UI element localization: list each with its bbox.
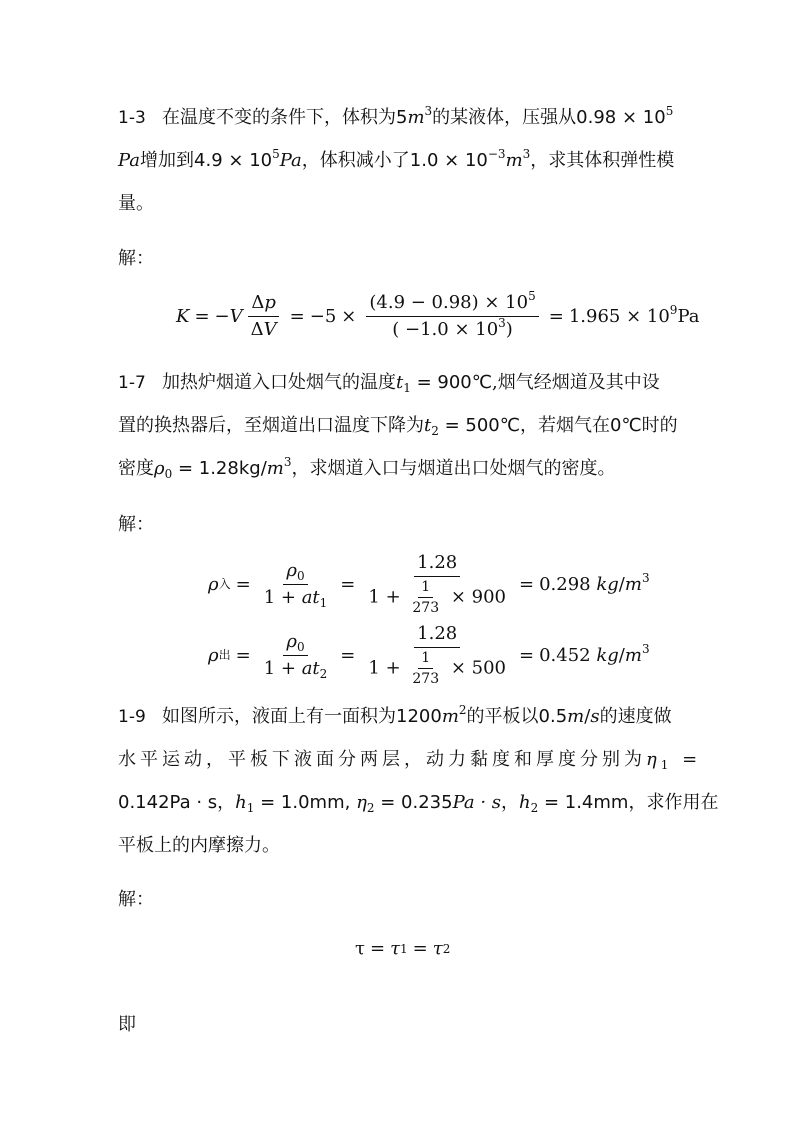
problem-1-7-line-1: 1-7 加热炉烟道入口处烟气的温度$t_1$ = 900℃,烟气经烟道及其中设 [118, 372, 660, 395]
formula-density-outlet: ρ 出 = $\frac{\rho_0}{1 + at_2}$ = 1.28 1 + $\frac{1}{273}$ × 500 = 0.452 $kg/m^3$ [208, 623, 650, 687]
problem-1-3-line-3: 量。 [118, 193, 154, 214]
problem-number: 1-7 [118, 373, 146, 393]
continuation-text: 即 [118, 1014, 136, 1035]
formula-shear-stress: τ = τ 1 = τ 2 [355, 938, 451, 959]
solution-label-1-7: 解： [118, 514, 154, 535]
problem-number: 1-9 [118, 707, 146, 727]
solution-label-1-3: 解： [118, 248, 154, 269]
formula-bulk-modulus: K = − V $\frac{\Delta p}{\Delta V}$ = −5 × $\frac{(4.9 - 0.98) \times 10^5}{( -1.0 \times 10^3)}$ = $1.965 \times 10^9Pa$ [176, 289, 700, 340]
problem-1-3-line-1: 1-3 在温度不变的条件下，体积为$5m^3$的某液体，压强从$0.98 \times 10^5$ [118, 104, 674, 128]
problem-1-9-line-2: 水平运动，平板下液面分两层，动力黏度和厚度分别为$\eta_1$ = [118, 749, 702, 772]
problem-1-7-line-2: 置的换热器后，至烟道出口温度下降为$t_2$ = 500℃，若烟气在0℃时的 [118, 415, 678, 438]
problem-1-9-line-3: 0.142Pa · s，$h_1 = 1.0mm$, $\eta_2 = 0.235Pa \cdot s$，$h_2 = 1.4mm$，求作用在 [118, 792, 719, 815]
problem-1-9-line-1: 1-9 如图所示，液面上有一面积为$1200m^2$的平板以0.5m/s的速度做 [118, 703, 672, 727]
problem-1-9-line-4: 平板上的内摩擦力。 [118, 835, 280, 856]
formula-density-inlet: ρ 入 = $\frac{\rho_0}{1 + at_1}$ = 1.28 1 + $\frac{1}{273}$ × 900 = 0.298 $kg/m^3$ [208, 552, 650, 616]
problem-1-3-line-2: Pa增加到$4.9 \times 10^5Pa$，体积减小了$1.0 \times 10^{-3}m^3$，求其体积弹性模 [118, 147, 675, 171]
problem-1-7-line-3: 密度$\rho_0 = 1.28kg/m^3$，求烟道入口与烟道出口处烟气的密度。 [118, 455, 616, 481]
problem-number: 1-3 [118, 108, 146, 128]
solution-label-1-9: 解： [118, 889, 154, 910]
